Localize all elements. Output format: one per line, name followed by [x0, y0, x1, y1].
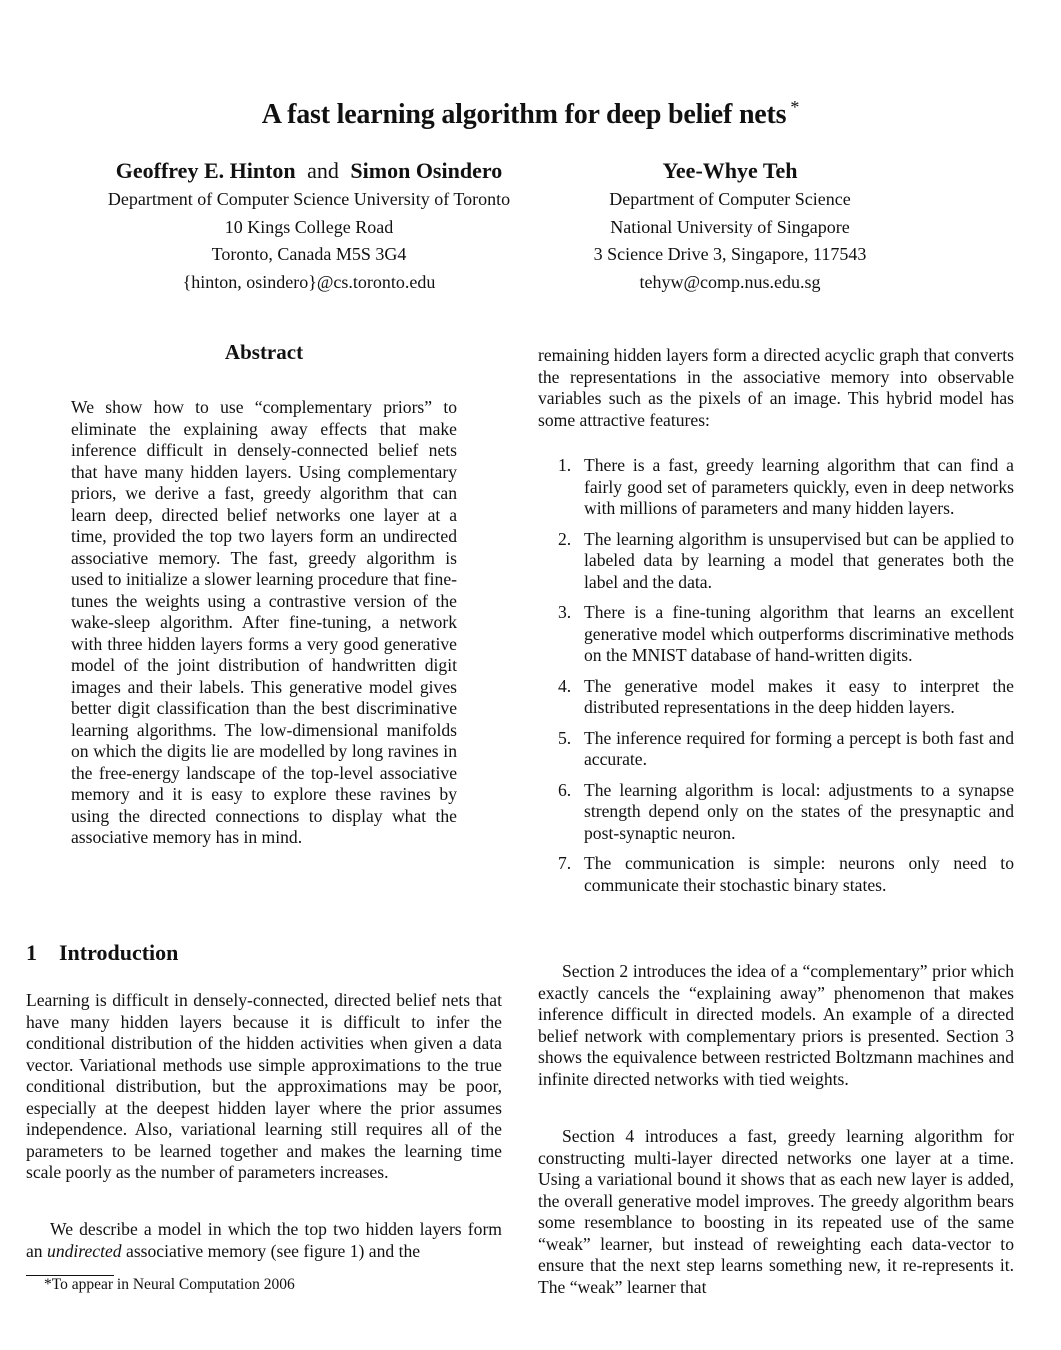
text-run: We describe a model in which the top two hidden layers form an — [26, 1219, 502, 1261]
list-item — [538, 676, 1014, 719]
list-item — [538, 529, 1014, 594]
text-run: associative memory (see figure 1) and the — [121, 1240, 421, 1261]
affiliation-line: National University of Singapore — [610, 216, 850, 237]
list-item-text: There is a fine-tuning algorithm that learns an excellent generative model which outperforms discriminative methods on the MNIST database of hand-written digits. — [584, 602, 1014, 665]
author-name-teh: Yee-Whye Teh — [662, 158, 798, 183]
section-number: 1 — [26, 940, 37, 965]
intro-paragraph-1: Learning is difficult in densely-connected, directed belief nets that have many hidden layers because it is difficult to infer the conditional distribution of the hidden activities when given a data vector. Variational methods use simple approximations to the true conditional distribution, but the approximations may be poor, especially at the deepest hidden layer where the prior assumes independence. Also, variational learning still requires all of the parameters to be learned together and makes the learning time scale poorly as the number of parameters increases. — [26, 990, 502, 1182]
emphasis-text: undirected — [47, 1240, 122, 1261]
footnote: *To appear in Neural Computation 2006 — [44, 1276, 295, 1293]
author-conjunction: and — [307, 158, 339, 183]
author-name-hinton: Geoffrey E. Hinton — [115, 158, 296, 183]
list-item-number: 2. — [558, 528, 572, 549]
affiliation-line: Department of Computer Science University of Toronto — [107, 189, 511, 209]
list-item-text: The inference required for forming a percept is both fast and accurate. — [584, 727, 1014, 769]
list-item-text: The learning algorithm is unsupervised but can be applied to labeled data by learning a model that generates both the label and the data. — [584, 528, 1014, 592]
paper-title — [0, 97, 1061, 131]
section-title: Introduction — [59, 940, 179, 965]
right-paragraph-continued: remaining hidden layers form a directed acyclic graph that converts the representations in the associative memory into observable variables such as the pixels of an image. This hybrid model has some attractive features: — [538, 345, 1014, 430]
author-email: tehyw@comp.nus.edu.sg — [639, 271, 821, 292]
list-item — [538, 728, 1014, 771]
list-item-number: 4. — [558, 675, 572, 696]
list-item-text: The communication is simple: neurons only need to communicate their stochastic binary states. — [584, 853, 1014, 895]
right-paragraph-section-overview: Section 2 introduces the idea of a “complementary” prior which exactly cancels the “explaining away” phenomenon that makes inference difficult in directed models. An example of a directed belief network with complementary priors is presented. Section 3 shows the equivalence between restricted Boltzmann machines and infinite directed networks with tied weights. — [538, 961, 1014, 1089]
list-item-text: There is a fast, greedy learning algorithm that can find a fairly good set of parameters quickly, even in deep networks with millions of parameters and many hidden layers. — [584, 455, 1014, 518]
paper-title-text: A fast learning algorithm for deep belief nets — [261, 99, 787, 130]
affiliation-line: Department of Computer Science — [609, 189, 851, 209]
list-item-number: 5. — [558, 727, 572, 748]
author-block-left — [70, 156, 548, 296]
author-name-osindero: Simon Osindero — [350, 158, 503, 183]
address-line: 10 Kings College Road — [224, 216, 394, 237]
list-item — [538, 853, 1014, 896]
address-line: 3 Science Drive 3, Singapore, 117543 — [593, 244, 867, 264]
list-item — [538, 602, 1014, 667]
list-item-number: 1. — [558, 455, 572, 475]
intro-paragraph-2 — [26, 1219, 502, 1262]
title-footnote-mark: * — [790, 97, 800, 117]
section-heading-introduction — [26, 940, 178, 966]
list-item — [538, 780, 1014, 845]
list-item — [538, 455, 1014, 520]
list-item-number: 7. — [558, 853, 572, 873]
list-item-number: 6. — [558, 779, 572, 800]
right-paragraph-section4: Section 4 introduces a fast, greedy learning algorithm for constructing multi-layer directed networks one layer at a time. Using a variational bound it shows that as each new layer is added, the overall generative model improves. The greedy algorithm bears some resemblance to boosting in its repeated use of the same “weak” learner, but instead of reweighting each data-vector to ensure that the next step learns something new, it re-represents it. The “weak” learner that — [538, 1126, 1014, 1297]
address-line: Toronto, Canada M5S 3G4 — [211, 244, 407, 264]
author-block-right — [560, 156, 900, 296]
abstract-text: We show how to use “complementary priors” to eliminate the explaining away effects that make inference difficult in densely-connected belief nets that have many hidden layers. Using complementary priors, we derive a fast, greedy algorithm that can learn deep, directed belief networks one layer at a time, provided the top two layers form an undirected associative memory. The fast, greedy algorithm is used to initialize a slower learning procedure that fine-tunes the weights using a contrastive version of the wake-sleep algorithm. After fine-tuning, a network with three hidden layers forms a very good generative model of the joint distribution of handwritten digit images and their labels. This generative model gives better digit classification than the best discriminative learning algorithms. The low-dimensional manifolds on which the digits lie are modelled by long ravines in the free-energy landscape of the top-level associative memory and it is easy to explore these ravines by using the directed connections to display what the associative memory has in mind. — [71, 397, 457, 847]
abstract-heading: Abstract — [224, 340, 304, 364]
author-names-left — [70, 156, 548, 186]
list-item-text: The generative model makes it easy to interpret the distributed representations in the deep hidden layers. — [584, 675, 1014, 717]
features-list — [538, 455, 1014, 905]
author-email: {hinton, osindero}@cs.toronto.edu — [182, 271, 436, 292]
list-item-text: The learning algorithm is local: adjustments to a synapse strength depend only on the states of the presynaptic and post-synaptic neuron. — [584, 779, 1014, 843]
list-item-number: 3. — [558, 602, 572, 622]
